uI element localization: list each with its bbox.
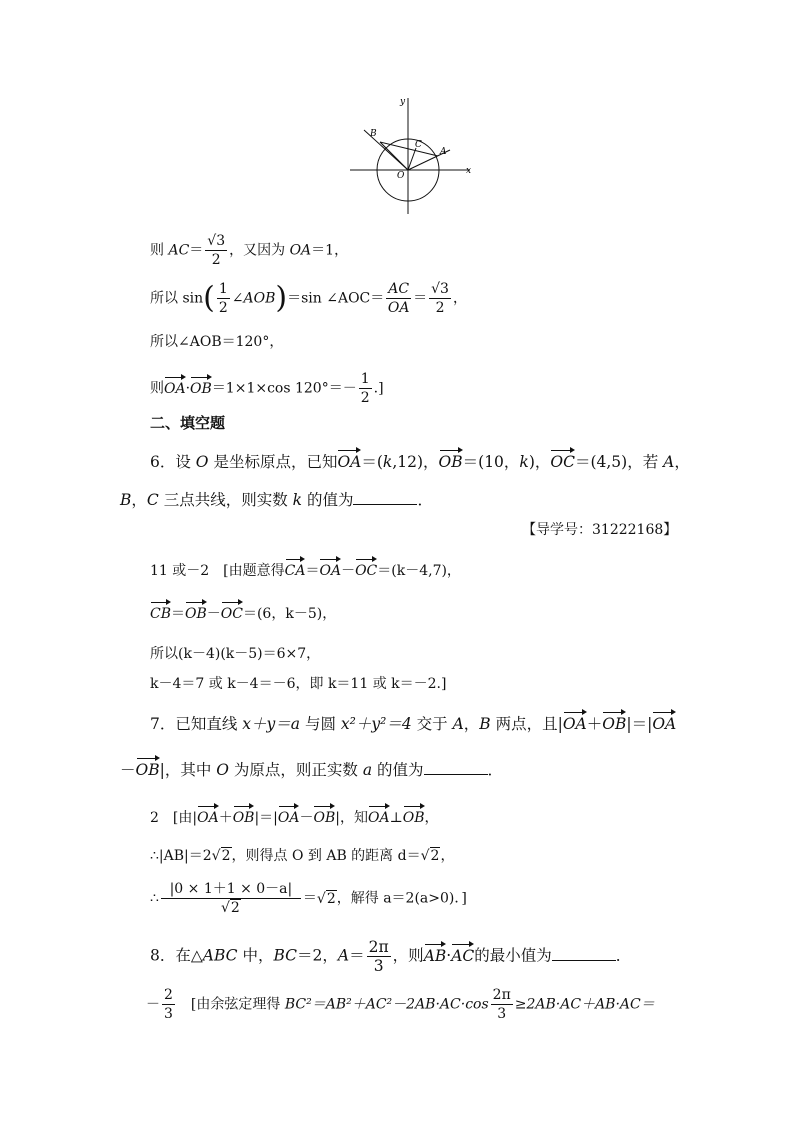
answer-blank <box>424 760 488 775</box>
unit-circle-figure <box>340 90 480 218</box>
fig-b-label: B <box>370 129 377 139</box>
sol7-line2: ∴|AB|＝2√2，则得点 O 到 AB 的距离 d＝√2， <box>150 848 455 864</box>
sol5-line2: 所以 sin( $\frac{1}{2}$ ∠AOB)＝sin ∠AOC＝ $\frac{AC}{OA}$ ＝ $\frac{√3}{2}$ ， <box>150 280 467 316</box>
guide-number: 【导学号：31222168】 <box>522 522 678 538</box>
sol5-line4: 则OA·OB＝1×1×cos 120°＝－ $\frac{1}{2}$ .] <box>150 371 384 406</box>
sol6-line2: CB＝OB－OC＝(6，k－5)， <box>150 606 337 622</box>
answer-blank <box>552 946 616 961</box>
sol7-line1: 2 [由|OA＋OB|＝|OA－OB|，知OA⊥OB， <box>150 810 439 826</box>
q7-line2: －OB|，其中 O 为原点，则正实数 a 的值为 ． <box>120 761 504 779</box>
fig-o-label: O <box>397 171 405 181</box>
q6-line1: 6．设 O 是坐标原点，已知OA＝(k,12)，OB＝(10，k)，OC＝(4,5)，若 A， <box>150 453 690 471</box>
fig-c-label: C <box>415 140 422 150</box>
sol6-line4: k－4＝7 或 k－4＝－6，即 k＝11 或 k＝－2.] <box>150 676 447 692</box>
answer-blank <box>353 490 417 505</box>
fig-y-label: y <box>400 97 406 107</box>
q7-line1: 7．已知直线 x＋y＝a 与圆 x²＋y²＝4 交于 A，B 两点，且|OA＋OB|＝|OA <box>150 715 677 733</box>
sol5-line1: 则 AC＝ $\frac{√3}{2}$ ，又因为 OA＝1， <box>150 233 349 268</box>
sol8-line1: － $\frac{2}{3}$ [由余弦定理得 BC²＝AB²＋AC²－2AB·AC·cos $\frac{2\pi}{3}$ ≥2AB·AC＋AB·AC＝ <box>146 987 655 1022</box>
sol6-line3: 所以(k－4)(k－5)＝6×7， <box>150 646 321 662</box>
sol5-line3: 所以∠AOB＝120°， <box>150 334 284 350</box>
fig-x-label: x <box>466 166 472 176</box>
fig-a-label: A <box>440 147 447 157</box>
sol7-line3: ∴ $\frac{|0 \times 1+1 \times 0-a|}{√2}$ ＝√2，解得 a＝2(a>0)．] <box>150 881 467 916</box>
q6-line2: B，C 三点共线，则实数 k 的值为 ． <box>120 491 433 509</box>
q8-line1: 8．在△ABC 中，BC＝2，A＝ $\frac{2\pi}{3}$ ，则AB·AC的最小值为 ． <box>150 938 632 975</box>
section-title: 二、填空题 <box>150 414 226 432</box>
sol6-line1: 11 或－2 [由题意得CA＝OA－OC＝(k－4,7)， <box>150 563 461 579</box>
